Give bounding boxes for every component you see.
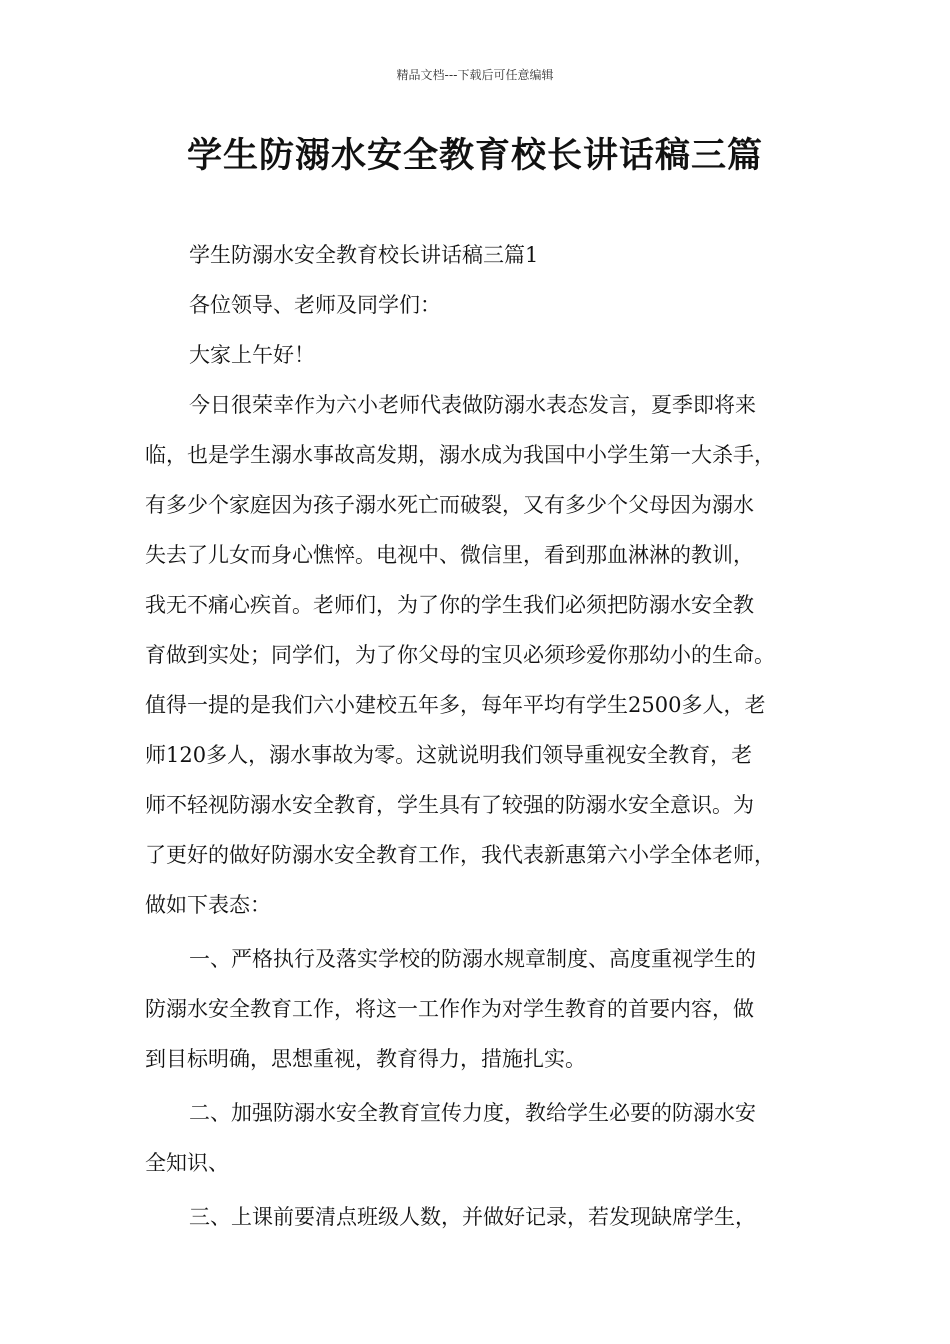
list-item-line: 一、严格执行及落实学校的防溺水规章制度、高度重视学生的 — [189, 947, 756, 971]
list-item-line: 三、上课前要清点班级人数，并做好记录，若发现缺席学生， — [189, 1205, 756, 1229]
paragraph-line: 师不轻视防溺水安全教育，学生具有了较强的防溺水安全意识。为 — [145, 793, 754, 817]
document-title: 学生防溺水安全教育校长讲话稿三篇 — [186, 136, 763, 176]
list-item-line: 到目标明确，思想重视，教育得力，措施扎实。 — [145, 1047, 586, 1071]
list-item-line: 二、加强防溺水安全教育宣传力度，教给学生必要的防溺水安 — [189, 1101, 756, 1125]
document-header-note: 精品文档---下载后可任意编辑 — [396, 68, 554, 82]
paragraph-line: 失去了儿女而身心憔悴。电视中、微信里，看到那血淋淋的教训， — [145, 543, 754, 567]
salutation: 各位领导、老师及同学们： — [189, 293, 441, 317]
paragraph-line: 值得一提的是我们六小建校五年多，每年平均有学生2500多人，老 — [145, 693, 766, 717]
greeting: 大家上午好！ — [189, 343, 315, 367]
paragraph-line: 今日很荣幸作为六小老师代表做防溺水表态发言，夏季即将来 — [189, 393, 756, 417]
section-heading: 学生防溺水安全教育校长讲话稿三篇1 — [189, 243, 539, 267]
paragraph-line: 我无不痛心疾首。老师们，为了你的学生我们必须把防溺水安全教 — [145, 593, 754, 617]
paragraph-line: 临，也是学生溺水事故高发期，溺水成为我国中小学生第一大杀手， — [145, 443, 775, 467]
paragraph-line: 育做到实处；同学们，为了你父母的宝贝必须珍爱你那幼小的生命。 — [145, 643, 775, 667]
list-item-line: 全知识、 — [145, 1151, 229, 1175]
paragraph-line: 有多少个家庭因为孩子溺水死亡而破裂，又有多少个父母因为溺水 — [145, 493, 754, 517]
paragraph-line: 做如下表态： — [145, 893, 271, 917]
list-item-line: 防溺水安全教育工作，将这一工作作为对学生教育的首要内容，做 — [145, 997, 754, 1021]
paragraph-line: 师120多人，溺水事故为零。这就说明我们领导重视安全教育，老 — [145, 743, 753, 767]
document-body — [145, 230, 815, 1242]
paragraph-line: 了更好的做好防溺水安全教育工作，我代表新惠第六小学全体老师， — [145, 843, 775, 867]
